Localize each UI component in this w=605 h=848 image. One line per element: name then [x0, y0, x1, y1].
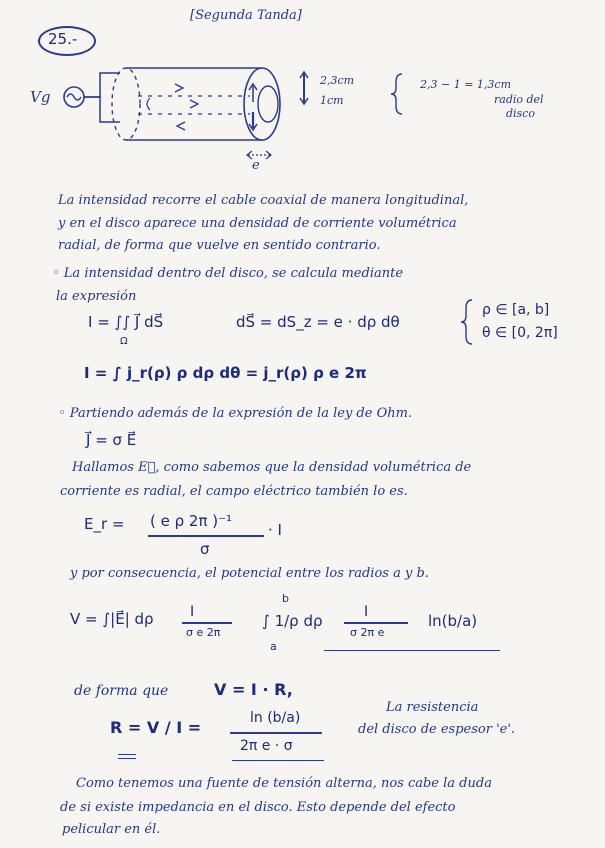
paragraph-7-line-2: de si existe impedancia en el disco. Esto depende del efecto [60, 800, 456, 815]
result-underline [118, 758, 136, 759]
equation-potential-integral: ∫ 1/ρ dρ [262, 612, 323, 630]
coaxial-cable-diagram [0, 0, 605, 180]
radius-calculation: 2,3 − 1 = 1,3cm [420, 78, 511, 91]
integral-upper-limit: b [282, 592, 289, 605]
resistance-note-line1: La resistencia [386, 700, 479, 715]
equation-field-current: · I [268, 521, 282, 539]
paragraph-1-line-3: radial, de forma que vuelve en sentido contrario. [58, 238, 381, 253]
paragraph-2-line-2: la expresión [56, 289, 137, 304]
equation-ohm-resistance: V = I · R, [214, 680, 293, 699]
equation-field-denominator: σ [200, 540, 210, 558]
thickness-label: e [252, 158, 260, 173]
equation-intensity-result: I = ∫ j_r(ρ) ρ dρ dθ = j_r(ρ) ρ e 2π [84, 364, 367, 382]
paragraph-4-line-2: corriente es radial, el campo eléctrico también lo es. [60, 484, 408, 499]
paragraph-1-line-2: y en el disco aparece una densidad de corriente volumétrica [58, 216, 457, 231]
dimension-inner-radius: 1cm [320, 94, 344, 107]
equation-potential-f1-num: I [190, 604, 195, 620]
integral-lower-limit: a [270, 640, 277, 653]
dimension-outer-radius: 2,3cm [320, 74, 355, 87]
fraction-bar [230, 732, 322, 734]
fraction-bar [344, 622, 408, 624]
paragraph-6-line-1: de forma que [74, 683, 169, 699]
result-underline [324, 650, 500, 651]
paragraph-7-line-3: pelicular en él. [62, 822, 161, 837]
fraction-bar [182, 622, 232, 624]
paragraph-3-line-1: ◦ Partiendo además de la expresión de la ley de Ohm. [58, 406, 413, 421]
equation-field-numerator: ( e ρ 2π )⁻¹ [150, 512, 233, 530]
equation-potential-f1-den: σ e 2π [186, 626, 221, 639]
paragraph-2-line-1: ◦ La intensidad dentro del disco, se calcula mediante [52, 266, 404, 281]
session-title: [Segunda Tanda] [190, 8, 302, 23]
equation-ohm-law: J⃗ = σ E⃗ [86, 431, 137, 449]
paragraph-4-line-1: Hallamos E⃗, como sabemos que la densidad volumétrica de [72, 460, 472, 475]
fraction-bar [148, 535, 264, 537]
paragraph-7-line-1: Como tenemos una fuente de tensión alterna, nos cabe la duda [76, 776, 492, 791]
equation-potential-f3-num: I [364, 604, 369, 620]
equation-surface-element: dS⃗ = dS_z = e · dρ dθ [236, 313, 400, 331]
equation-resistance-denominator: 2π e · σ [240, 738, 293, 754]
radius-note-line2: disco [506, 107, 535, 120]
equation-potential-ln: ln(b/a) [428, 612, 478, 630]
problem-number: 25.- [48, 30, 78, 48]
result-underline [232, 760, 324, 761]
range-theta: θ ∈ [0, 2π] [482, 325, 558, 341]
source-label: Vg [30, 88, 51, 106]
equation-field-left: E_r = [84, 515, 125, 533]
equation-potential-f3-den: σ 2π e [350, 626, 385, 639]
equation-intensity-definition: I = ∫∫ J⃗ dS⃗ [88, 313, 164, 331]
equation-resistance-numerator: ln (b/a) [250, 710, 301, 726]
range-brace [458, 298, 478, 346]
paragraph-1-line-1: La intensidad recorre el cable coaxial de manera longitudinal, [58, 193, 469, 208]
equation-surface-symbol: Ω [120, 336, 128, 347]
result-underline [118, 754, 136, 755]
radius-note-line1: radio del [494, 93, 544, 106]
equation-potential-start: V = ∫|E⃗| dρ [70, 610, 154, 628]
equation-resistance-left: R = V / I = [110, 718, 202, 737]
paragraph-5-line-1: y por consecuencia, el potencial entre los radios a y b. [70, 566, 429, 581]
range-rho: ρ ∈ [a, b] [482, 302, 550, 318]
resistance-note-line2: del disco de espesor 'e'. [358, 722, 516, 737]
